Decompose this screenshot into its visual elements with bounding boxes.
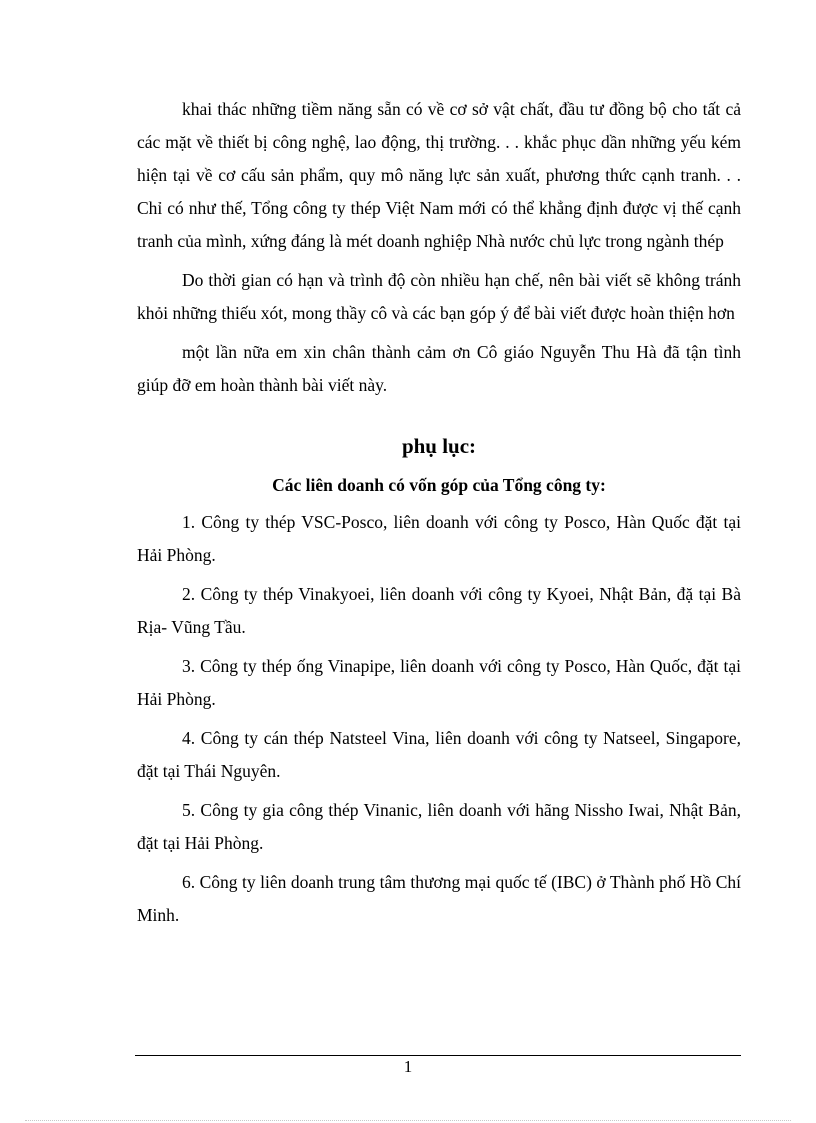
appendix-item-5: 5. Công ty gia công thép Vinanic, liên doanh với hãng Nissho Iwai, Nhật Bản, đặt tại Hải Phòng. — [137, 800, 741, 853]
body-text — [137, 93, 741, 938]
paragraph-apology: Do thời gian có hạn và trình độ còn nhiều hạn chế, nên bài viết sẽ không tránh khỏi những thiếu xót, mong thầy cô và các bạn góp ý để bài viết được hoàn thiện hơn — [137, 270, 741, 323]
appendix-item-1: 1. Công ty thép VSC-Posco, liên doanh với công ty Posco, Hàn Quốc đặt tại Hải Phòng. — [137, 512, 741, 565]
page-number: 1 — [403, 1057, 413, 1076]
footer-divider — [135, 1055, 741, 1056]
appendix-item-4: 4. Công ty cán thép Natsteel Vina, liên doanh với công ty Natseel, Singapore, đặt tại Thái Nguyên. — [137, 728, 741, 781]
appendix-item-3: 3. Công ty thép ống Vinapipe, liên doanh với công ty Posco, Hàn Quốc, đặt tại Hải Phòng. — [137, 656, 741, 709]
paragraph-thanks: một lần nữa em xin chân thành cảm ơn Cô giáo Nguyễn Thu Hà đã tận tình giúp đỡ em hoàn thành bài viết này. — [137, 342, 741, 395]
appendix-subtitle: Các liên doanh có vốn góp của Tổng công ty: — [272, 475, 606, 495]
appendix-item-6: 6. Công ty liên doanh trung tâm thương mại quốc tế (IBC) ở Thành phố Hồ Chí Minh. — [137, 872, 741, 925]
paragraph-conclusion: khai thác những tiềm năng sẵn có về cơ sở vật chất, đầu tư đồng bộ cho tất cả các mặt về thiết bị công nghệ, lao động, thị trường. . . khắc phục dần những yếu kém hiện tại về cơ cấu sản phẩm, quy mô năng lực sản xuất, phương thức cạnh tranh. . . Chỉ có như thế, Tổng công ty thép Việt Nam mới có thể khẳng định được vị thế cạnh tranh của mình, xứng đáng là mét doanh nghiệp Nhà nước chủ lực trong ngành thép — [137, 99, 741, 251]
appendix-title: phụ lục: — [401, 434, 477, 458]
appendix-item-2: 2. Công ty thép Vinakyoei, liên doanh với công ty Kyoei, Nhật Bản, đặ tại Bà Rịa- Vũng Tầu. — [137, 584, 741, 637]
page-bottom-edge — [25, 1120, 791, 1121]
